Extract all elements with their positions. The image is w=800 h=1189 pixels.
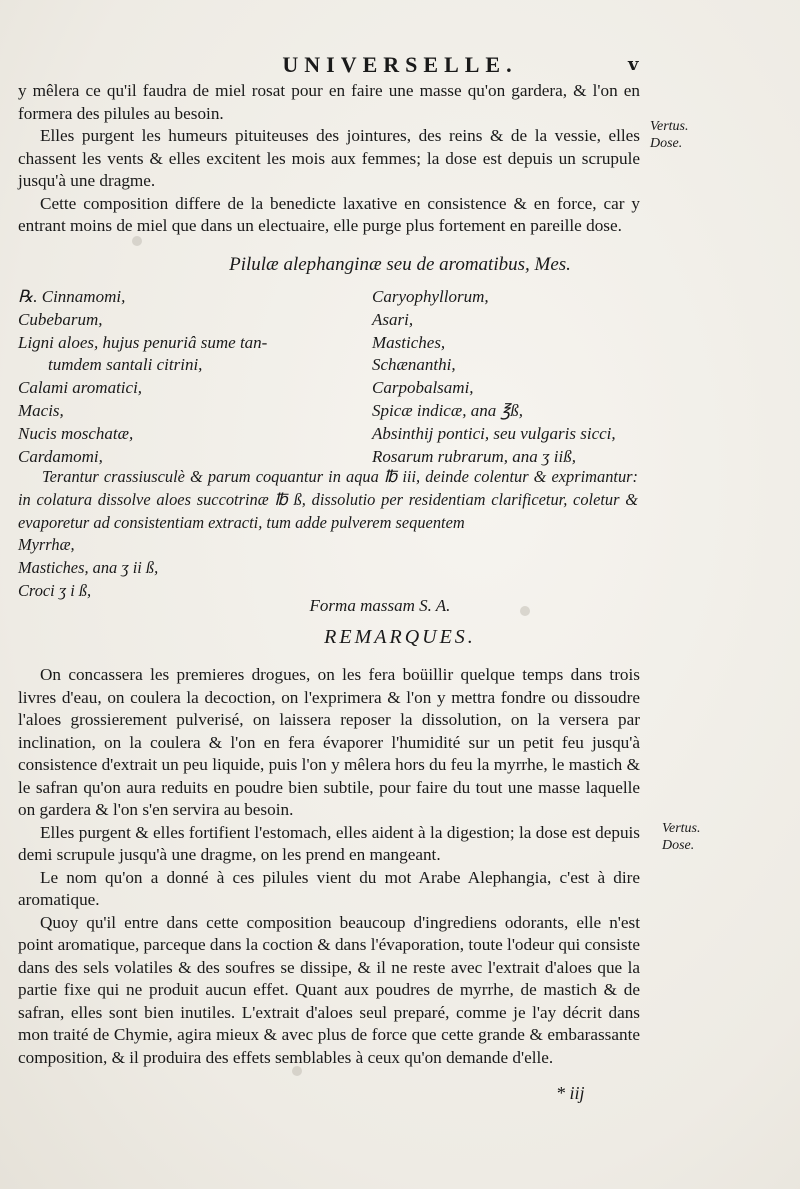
ingredient-right: Absinthij pontici, seu vulgaris sicci, [372, 423, 616, 443]
recipe-instructions [18, 466, 638, 603]
remarks-paragraph-4: Quoy qu'il entre dans cette composition beaucoup d'ingrediens odorants, elle n'est point aromatique, parceque dans la coction & dans l'évaporation, toute l'odeur qui consiste dans des sels volatiles & des soufres se dissipe, & il ne reste avec l'extrait d'aloes que la partie fixe qui ne produit aucun effet. Quant aux poudres de myrrhe, de mastich & de safran, elles sont bien inutiles. L'extrait d'aloes seul preparé, comme je l'ay décrit dans mon traité de Chymie, agira mieux & avec plus de force que cette grande & embarassante composition, & il produira des effets semblables à ceux qu'on demande d'elle. [18, 912, 640, 1067]
remarks-paragraph-3: Le nom qu'on a donné à ces pilules vient du mot Arabe Alephangia, c'est à dire aromatique. [18, 867, 640, 909]
recipe-instructions-text: Terantur crassiusculè & parum coquantur in aqua ℔ iii, deinde colentur & exprimantur: in colatura dissolve aloes succotrinæ ℔ ß, dissolutio per residentiam clarificetur, coletur & evaporetur ad consistentiam extracti, tum adde pulverem sequentem [18, 467, 638, 532]
ingredient-right: Asari, [372, 309, 414, 329]
ingredients-left-column [18, 286, 267, 468]
ingredients-right-column [372, 286, 616, 468]
recipe-title: Pilulæ alephanginæ seu de aromatibus, Mes. [229, 254, 571, 275]
remarks-paragraph-1: On concassera les premieres drogues, on les fera boüillir quelque temps dans trois livres d'eau, on coulera la decoction, on l'exprimera & l'on y mettra fondre ou dissoudre l'aloes grossierement pulverisé, on laissera reposer la dissolution, on la versera par inclination, on la coulera & l'on en fera évaporer l'humidité sur un petit feu jusqu'à consistence d'extrait un peu liquide, puis l'on y mêlera hors du feu la myrrhe, le mastich & le safran qu'on aura reduits en poudre bien subtile, pour faire du tout une masse laquelle on gardera & l'on s'en servira au besoin. [18, 665, 640, 819]
ingredient-left: Cubebarum, [18, 309, 103, 329]
ingredient-left: Ligni aloes, hujus penuriâ sume tan- [18, 332, 268, 352]
ingredient-left: Cardamomi, [18, 446, 103, 466]
ink-spot [132, 236, 142, 246]
signature-mark: * iij [556, 1083, 585, 1103]
forma-line: Forma massam S. A. [309, 596, 451, 615]
intro-paragraph-2: Elles purgent les humeurs pituiteuses des jointures, des reins & de la vessie, elles chassent les vents & elles excitent les mois aux femmes; la dose est depuis un scrupule jusqu'à une dragme. [18, 126, 640, 190]
ingredient-left: Macis, [18, 400, 64, 420]
remarques-heading: REMARQUES. [324, 626, 476, 648]
remarks-text [18, 664, 640, 1069]
intro-paragraph-1: y mêlera ce qu'il faudra de miel rosat pour en faire une masse qu'on gardera, & l'on en formera des pilules au besoin. [18, 81, 640, 123]
intro-paragraph-3: Cette composition differe de la benedicte laxative en consistence & en force, car y entrant moins de miel que dans un electuaire, elle purge plus fortement en pareille dose. [18, 193, 640, 235]
ingredient-left: ℞. Cinnamomi, [18, 287, 126, 306]
ingredient-right: Rosarum rubrarum, ana ʒ iiß, [372, 446, 577, 466]
ingredient-left: Nucis moschatæ, [18, 423, 134, 443]
recipe-extra-line: Mastiches, ana ʒ ii ß, [18, 558, 159, 578]
ingredient-right: Mastiches, [372, 332, 446, 352]
ingredient-right: Caryophyllorum, [372, 287, 489, 306]
margin-note-vertus-dose-2: Vertus. Dose. [662, 821, 701, 853]
ingredient-right: Schænanthi, [372, 355, 456, 375]
ingredient-right: Carpobalsami, [372, 378, 474, 398]
ink-spot [292, 1066, 302, 1076]
recipe-extra-line: Croci ʒ i ß, [18, 580, 92, 600]
running-title: UNIVERSELLE. [282, 52, 518, 77]
margin-note-vertus-dose: Vertus. Dose. [650, 119, 689, 151]
ingredient-left: tumdem santali citrini, [48, 355, 203, 375]
page-mark: v [628, 54, 639, 75]
remarks-paragraph-2: Elles purgent & elles fortifient l'estomach, elles aident à la digestion; la dose est depuis demi scrupule jusqu'à une dragme, on les prend en mangeant. [18, 822, 640, 864]
recipe-extra-line: Myrrhæ, [18, 535, 75, 555]
ink-spot [520, 606, 530, 616]
ingredient-left: Calami aromatici, [18, 378, 143, 398]
ingredient-right: Spicæ indicæ, ana ℥ß, [372, 400, 524, 420]
intro-text [18, 80, 640, 238]
